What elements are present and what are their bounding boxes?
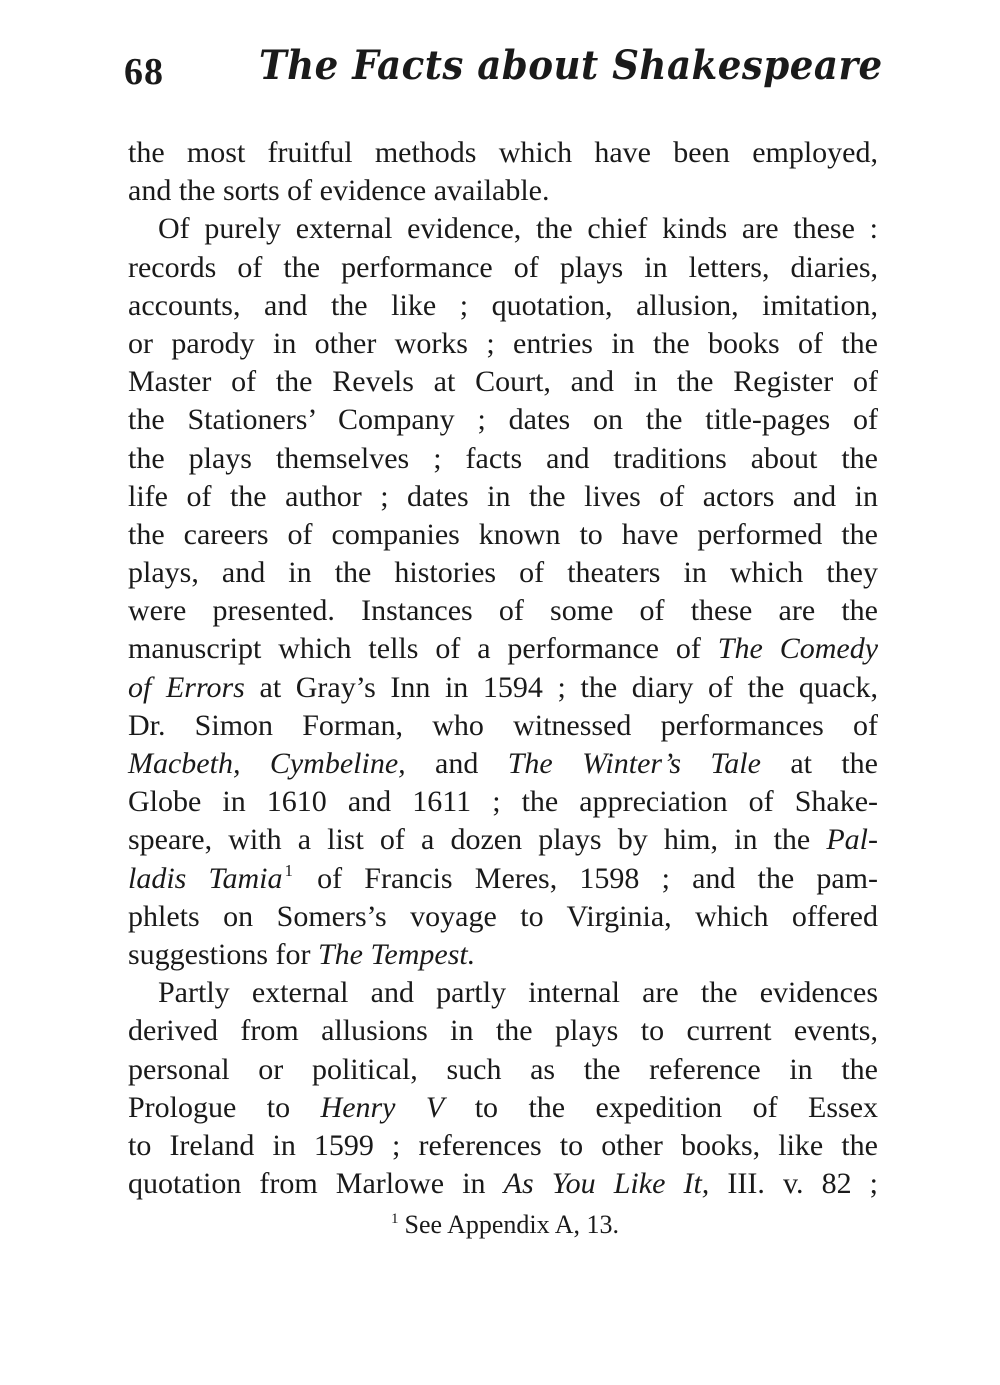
text-line: the plays themselves ; facts and traditions about the — [128, 441, 878, 475]
text-line: the Stationers’ Company ; dates on the title-pages of — [128, 403, 878, 437]
footnote-number: 1 — [391, 1211, 399, 1227]
text-line: Partly external and partly internal are the evidences — [158, 976, 878, 1010]
text-line — [128, 860, 878, 898]
text-line: or parody in other works ; entries in the books of the — [128, 326, 878, 360]
text-run: suggestions for — [128, 937, 311, 971]
text-run: of Francis Meres, 1598 ; and the pam- — [317, 861, 879, 895]
italic-title: The Winter’s Tale — [507, 747, 761, 780]
running-head — [124, 42, 884, 102]
text-line: Of purely external evidence, the chief kinds are these : — [158, 212, 878, 246]
italic-title: Macbeth, — [128, 747, 241, 780]
italic-title: As You Like It, — [503, 1167, 710, 1201]
text-run: III. v. 82 ; — [727, 1167, 879, 1201]
text-line: phlets on Somers’s voyage to Virginia, which offered — [128, 899, 878, 933]
italic-title: ladis Tamia — [128, 861, 283, 895]
text-run: at the — [790, 747, 878, 780]
footnote-text: See Appendix A, 13. — [404, 1210, 619, 1239]
text-line: and the sorts of evidence available. — [128, 174, 550, 208]
italic-title: Pal- — [826, 823, 879, 857]
text-run: quotation from Marlowe in — [128, 1167, 486, 1201]
page-number: 68 — [124, 51, 164, 93]
text-run: manuscript which tells of a performance of — [128, 632, 701, 666]
text-run: speare, with a list of a dozen plays by him, in the — [128, 823, 811, 857]
italic-title: The Comedy — [717, 632, 879, 666]
footnote — [0, 1210, 1000, 1240]
text-line: accounts, and the like ; quotation, allusion, imitation, — [128, 288, 878, 322]
text-run: Prologue to — [128, 1090, 291, 1124]
text-line — [128, 936, 878, 974]
text-line: the careers of companies known to have performed the — [128, 517, 878, 551]
text-run: at Gray’s Inn in 1594 ; the diary of the quack, — [259, 670, 879, 704]
italic-title: of Errors — [128, 670, 245, 704]
text-line: Globe in 1610 and 1611 ; the appreciation of Shake- — [128, 785, 878, 819]
text-line: were presented. Instances of some of these are the — [128, 594, 878, 628]
text-line — [128, 1089, 878, 1127]
italic-title: Henry V — [320, 1090, 445, 1124]
italic-title: The Tempest. — [318, 937, 476, 971]
text-line — [128, 821, 878, 859]
text-line — [128, 745, 878, 783]
text-line: to Ireland in 1599 ; references to other books, like the — [128, 1128, 878, 1162]
text-line — [128, 630, 878, 668]
text-run: and — [435, 747, 479, 780]
text-line — [128, 669, 878, 707]
running-title: The Facts about Shakespeare — [259, 42, 883, 89]
footnote-marker[interactable]: 1 — [284, 860, 293, 880]
text-line: the most fruitful methods which have been employed, — [128, 136, 878, 169]
text-line: records of the performance of plays in letters, diaries, — [128, 250, 878, 284]
text-line: plays, and in the histories of theaters in which they — [128, 556, 878, 590]
italic-title: Cymbeline, — [269, 747, 406, 780]
text-line: derived from allusions in the plays to current events, — [128, 1014, 878, 1048]
body-text — [128, 134, 878, 1203]
text-line: personal or political, such as the reference in the — [128, 1052, 878, 1086]
text-run: to the expedition of Essex — [474, 1090, 879, 1124]
text-line: Dr. Simon Forman, who witnessed performances of — [128, 708, 878, 742]
text-line: Master of the Revels at Court, and in the Register of — [128, 365, 878, 399]
text-line: life of the author ; dates in the lives of actors and in — [128, 479, 878, 513]
text-line — [128, 1165, 878, 1203]
